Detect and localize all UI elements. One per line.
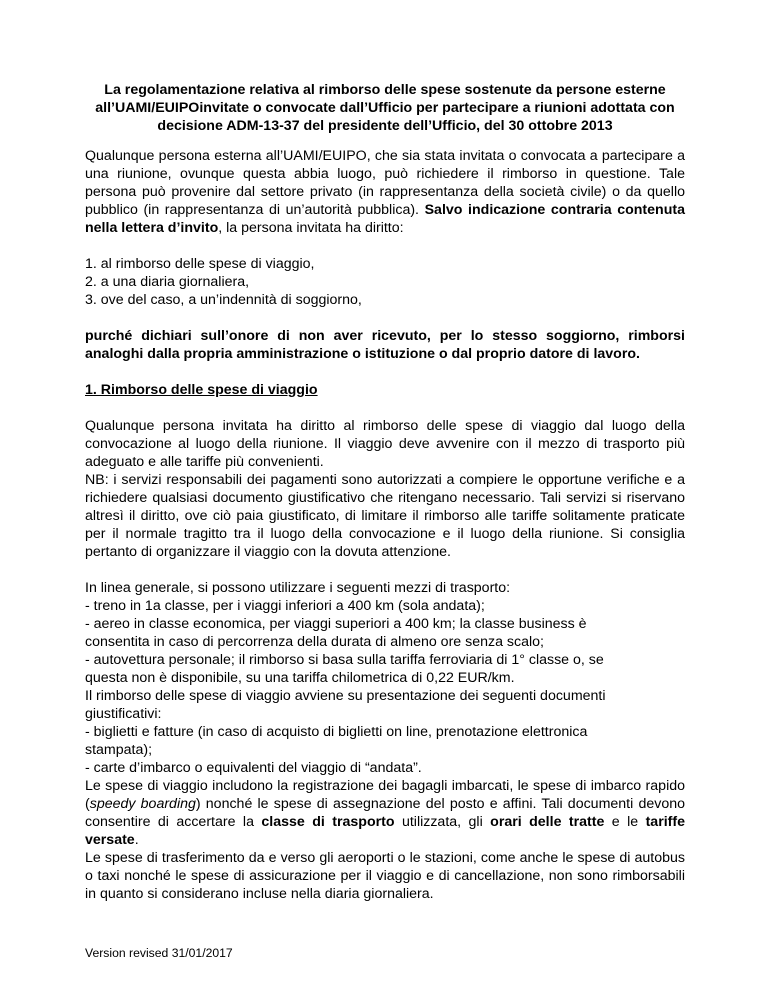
text-line: In linea generale, si possono utilizzare i seguenti mezzi di trasporto: <box>85 580 511 596</box>
text-line: - autovettura personale; il rimborso si basa sulla tariffa ferroviaria di 1° classe o, se <box>85 652 604 668</box>
section-heading: 1. Rimborso delle spese di viaggio <box>85 382 318 398</box>
text-line: questa non è disponibile, su una tariffa chilometrica di 0,22 EUR/km. <box>85 670 515 686</box>
luggage-paragraph <box>85 777 685 849</box>
travel-paragraph: Qualunque persona invitata ha diritto al rimborso delle spese di viaggio dal luogo della convocazione al luogo della riunione. Il viaggio deve avvenire con il mezzo di trasporto più adeguato e alle tariffe più convenienti. <box>85 418 685 470</box>
intro-text-2: , la persona invitata ha diritto: <box>218 220 404 236</box>
luggage-bold: classe di trasporto <box>261 814 395 830</box>
entitlements-list <box>85 255 685 309</box>
luggage-italic: speedy boarding <box>89 796 196 812</box>
luggage-text: Le spese di viaggio includono la registrazione dei bagagli imbarcati, le spese di imbarco rapido ( <box>85 778 685 812</box>
list-item: 1. al rimborso delle spese di viaggio, <box>85 256 315 272</box>
luggage-bold: orari delle tratte <box>490 814 605 830</box>
list-item: 2. a una diaria giornaliera, <box>85 274 250 290</box>
transport-lines <box>85 579 685 777</box>
intro-bold-text: Salvo indicazione contraria contenuta nella lettera d’invito <box>85 202 685 236</box>
intro-paragraph <box>85 147 685 237</box>
luggage-text: utilizzata, gli <box>394 814 491 830</box>
nb-paragraph: NB: i servizi responsabili dei pagamenti sono autorizzati a compiere le opportune verifiche e a richiedere qualsiasi documento giustificativo che ritengano necessario. Tali servizi si riservano altresì il diritto, ove ciò paia giustificato, di limitare il rimborso alle tariffe solitamente praticate per il normale tragitto tra il luogo della convocazione e il luogo della riunione. Si consiglia pertanto di organizzare il viaggio con la dovuta attenzione. <box>85 472 685 560</box>
text-line: - treno in 1a classe, per i viaggi inferiori a 400 km (sola andata); <box>85 598 485 614</box>
condition-paragraph: purché dichiari sull’onore di non aver ricevuto, per lo stesso soggiorno, rimborsi analoghi dalla propria amministrazione o istituzione o dal proprio datore di lavoro. <box>85 328 685 362</box>
document-title: La regolamentazione relativa al rimborso delle spese sostenute da persone esterne all’UAMI/EUIPOinvitate o convocate dall’Ufficio per partecipare a riunioni adottata con decisione ADM-13-37 del presidente dell’Ufficio, del 30 ottobre 2013 <box>95 82 675 134</box>
luggage-text: ) nonché le spese di assegnazione del posto e affini. Tali documenti devono consentire di accertare la <box>85 796 685 830</box>
luggage-text: e le <box>604 814 646 830</box>
text-line: Il rimborso delle spese di viaggio avviene su presentazione dei seguenti documenti <box>85 688 606 704</box>
list-item: 3. ove del caso, a un’indennità di soggiorno, <box>85 292 362 308</box>
document-page <box>85 81 685 903</box>
text-line: stampata); <box>85 742 153 758</box>
intro-text-1: Qualunque persona esterna all’UAMI/EUIPO, che sia stata invitata o convocata a partecipare a una riunione, ovunque questa abbia luogo, può richiedere il rimborso in questione. Tale persona può provenire dal settore privato (in rappresentanza della società civile) o da quello pubblico (in rappresentanza di un’autorità pubblica). <box>85 148 685 218</box>
luggage-text: . <box>134 832 139 848</box>
transfers-paragraph: Le spese di trasferimento da e verso gli aeroporti o le stazioni, come anche le spese di autobus o taxi nonché le spese di assicurazione per il viaggio e di cancellazione, non sono rimborsabili in quanto si considerano incluse nella diaria giornaliera. <box>85 850 685 902</box>
luggage-bold: tariffe versate <box>85 814 685 848</box>
text-line: - aereo in classe economica, per viaggi superiori a 400 km; la classe business è <box>85 616 587 632</box>
version-footer: Version revised 31/01/2017 <box>85 946 233 960</box>
text-line: consentita in caso di percorrenza della durata di almeno ore senza scalo; <box>85 634 544 650</box>
text-line: - carte d’imbarco o equivalenti del viaggio di “andata”. <box>85 760 422 776</box>
text-line: giustificativi: <box>85 706 162 722</box>
text-line: - biglietti e fatture (in caso di acquisto di biglietti on line, prenotazione elettronica <box>85 724 588 740</box>
